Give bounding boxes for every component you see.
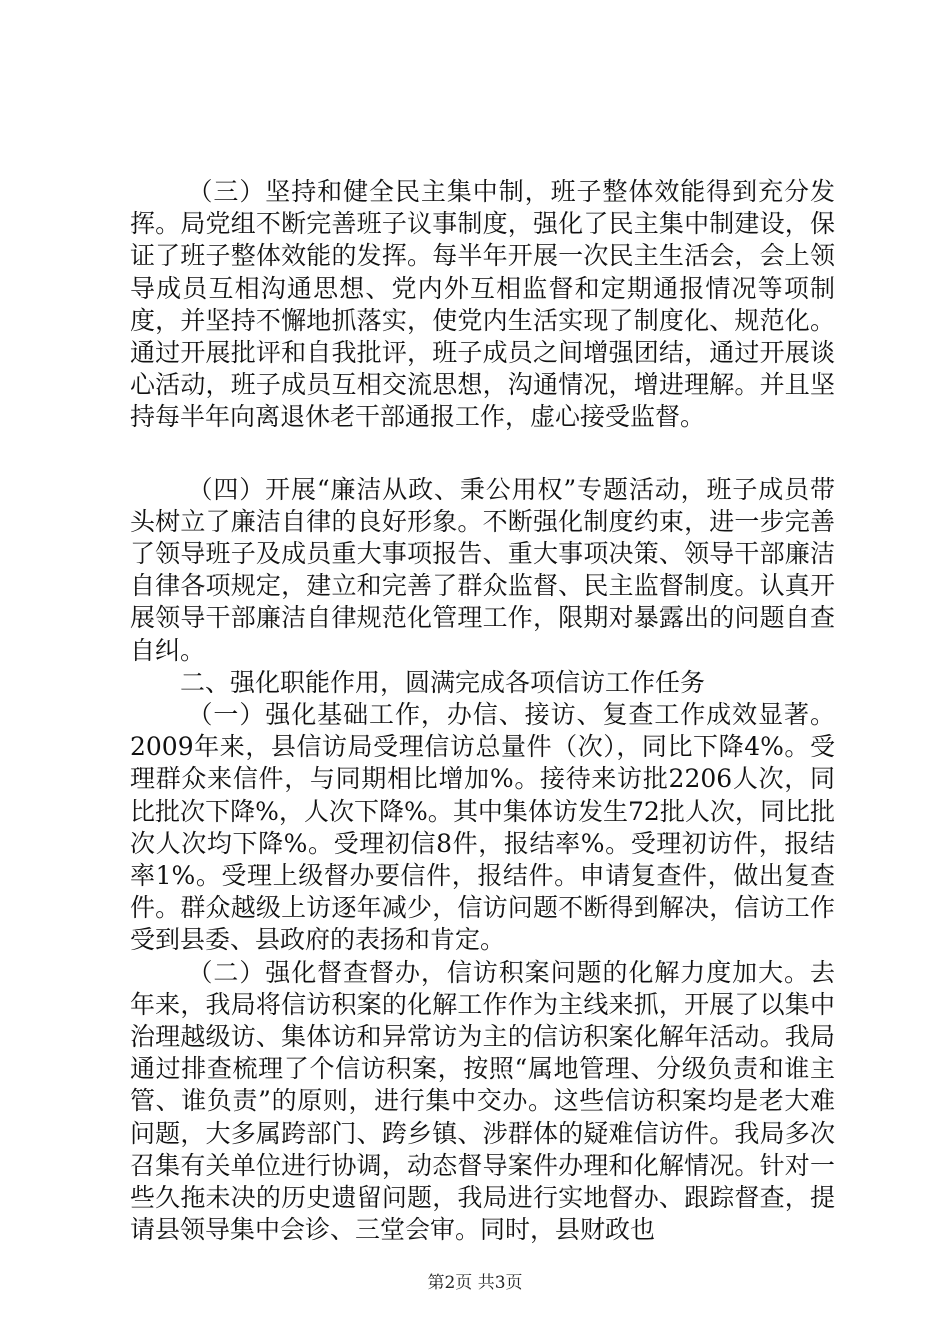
paragraph-section-4: （四）开展“廉洁从政、秉公用权”专题活动，班子成员带头树立了廉洁自律的良好形象。不断强化制度约束，进一步完善了领导班子及成员重大事项报告、重大事项决策、领导干部廉洁自律各项规定，建立和完善了群众监督、民主监督制度。认真开展领导干部廉洁自律规范化管理工作，限期对暴露出的问题自查自纠。 — [130, 474, 835, 665]
document-body — [130, 176, 835, 1247]
paragraph-subsection-1: （一）强化基础工作，办信、接访、复查工作成效显著。2009年来，县信访局受理信访总量件（次），同比下降4%。受理群众来信件，与同期相比增加%。接待来访批2206人次，同比批次下降%，人次下降%。其中集体访发生72批人次，同比批次人次均下降%。受理初信8件，报结率%。受理初访件，报结率1%。受理上级督办要信件，报结件。申请复查件，做出复查件。群众越级上访逐年减少，信访问题不断得到解决，信访工作受到县委、县政府的表扬和肯定。 — [130, 700, 835, 955]
section-heading-2: 二、强化职能作用，圆满完成各项信访工作任务 — [180, 667, 706, 697]
paragraph-subsection-2: （二）强化督查督办，信访积案问题的化解力度加大。去年来，我局将信访积案的化解工作作为主线来抓，开展了以集中治理越级访、集体访和异常访为主的信访积案化解年活动。我局通过排查梳理了个信访积案，按照“属地管理、分级负责和谁主管、谁负责”的原则，进行集中交办。这些信访积案均是老大难问题，大多属跨部门、跨乡镇、涉群体的疑难信访件。我局多次召集有关单位进行协调，动态督导案件办理和化解情况。针对一些久拖未决的历史遗留问题，我局进行实地督办、跟踪督查，提请县领导集中会诊、三堂会审。同时，县财政也 — [130, 957, 835, 1245]
page-footer: 第2页 共3页 — [427, 1273, 523, 1293]
paragraph-section-3: （三）坚持和健全民主集中制，班子整体效能得到充分发挥。局党组不断完善班子议事制度，强化了民主集中制建设，保证了班子整体效能的发挥。每半年开展一次民主生活会，会上领导成员互相沟通思想、党内外互相监督和定期通报情况等项制度，并坚持不懈地抓落实，使党内生活实现了制度化、规范化。通过开展批评和自我批评，班子成员之间增强团结，通过开展谈心活动，班子成员互相交流思想，沟通情况，增进理解。并且坚持每半年向离退休老干部通报工作，虚心接受监督。 — [130, 177, 835, 432]
